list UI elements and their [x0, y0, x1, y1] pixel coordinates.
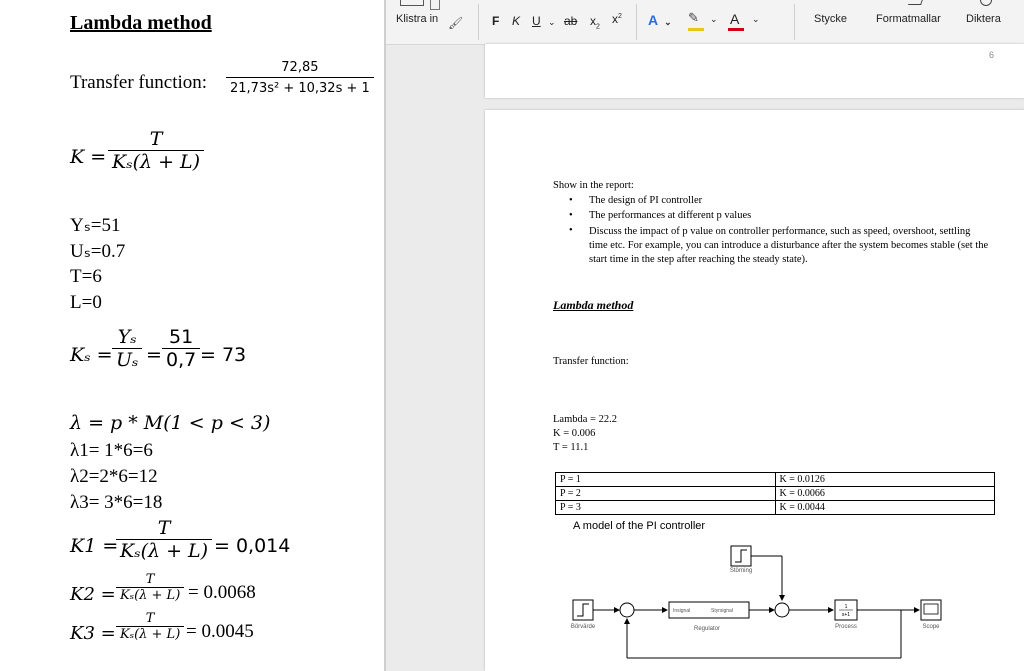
p-k-table [555, 472, 995, 515]
styles-button[interactable] [798, 0, 862, 44]
bullet-text: The performances at different p values [589, 210, 752, 221]
chevron-down-icon[interactable]: ⌄ [710, 14, 718, 24]
formatting-ribbon [386, 0, 1024, 45]
table-cell: K = 0.0044 [775, 501, 995, 515]
lambda-1: λ1= 1*6=6 [70, 440, 153, 461]
styles-label: Stycke [814, 13, 848, 25]
transfer-function-fraction [226, 60, 374, 96]
k3-fraction [116, 611, 184, 642]
highlight-button[interactable] [686, 10, 718, 32]
param-ys: Yₛ=51 [70, 215, 121, 236]
font-color-button[interactable] [726, 10, 760, 32]
setpoint-label: Börvärde [570, 624, 596, 630]
pi-controller-diagram [555, 542, 995, 662]
subscript-label: x [590, 14, 596, 28]
table-cell: K = 0.0066 [775, 487, 995, 501]
table-cell: K = 0.0126 [775, 473, 995, 487]
microphone-icon [980, 0, 992, 6]
insignal-label: Insignal [673, 608, 691, 614]
paste-label: Klistra in [396, 13, 439, 25]
style-pane-button[interactable] [872, 0, 952, 44]
process-numerator: 1 [844, 604, 848, 610]
bullet-text: The design of PI controller [589, 195, 703, 206]
word-document-pane [386, 0, 1024, 671]
lambda-2: λ2=2*6=12 [70, 466, 158, 487]
lambda-definition: λ = p * M(1 < p < 3) [70, 412, 271, 434]
k3-denominator: Kₛ(λ + L) [116, 626, 184, 642]
table-cell: P = 1 [556, 473, 776, 487]
doc-heading: Lambda method [553, 298, 634, 312]
param-l: L=0 [70, 292, 102, 313]
styrsignal-label: Styrsignal [711, 608, 733, 614]
k-value: K = 0.006 [553, 428, 596, 439]
k1-lhs: K1 = [70, 535, 119, 557]
k1-fraction [116, 517, 212, 562]
ks-numeric-numerator: 51 [169, 326, 194, 348]
k3-lhs: K3 = [70, 623, 116, 644]
underline-label: U [532, 14, 541, 28]
k1-numerator: T [157, 517, 171, 539]
param-us: Uₛ=0.7 [70, 241, 126, 262]
sum-block[interactable] [620, 603, 634, 617]
ks-equals: = [146, 344, 162, 366]
k3-result: = 0.0045 [186, 621, 254, 642]
chevron-down-icon[interactable]: ⌄ [752, 14, 760, 24]
k1-denominator: Kₛ(λ + L) [116, 539, 212, 562]
superscript-button[interactable]: $x^2$ [612, 12, 622, 26]
chevron-down-icon[interactable]: ⌄ [548, 17, 556, 27]
ks-formula-lhs: Kₛ = [70, 344, 113, 366]
k3-numerator: T [145, 611, 155, 626]
k2-denominator: Kₛ(λ + L) [116, 587, 184, 603]
table-row [556, 501, 995, 515]
dictate-label: Diktera [966, 13, 1001, 25]
ks-fraction-numeric [162, 326, 200, 371]
lambda-value: Lambda = 22.2 [553, 414, 617, 425]
process-label: Process [835, 624, 857, 630]
ribbon-separator [794, 4, 795, 40]
previous-page [485, 44, 1024, 98]
table-row [556, 487, 995, 501]
italic-button[interactable]: K [512, 14, 521, 28]
process-denominator: s+1 [841, 612, 851, 618]
document-page[interactable] [485, 110, 1024, 671]
table-row [556, 473, 995, 487]
strikethrough-button[interactable]: ab [564, 14, 578, 28]
regulator-label: Regulator [693, 626, 721, 632]
ks-numerator: Yₛ [117, 326, 137, 348]
k-numerator: T [149, 128, 163, 150]
underline-button[interactable] [532, 14, 556, 28]
scope-label: Scope [922, 624, 940, 630]
highlighter-icon: ✎ [688, 10, 699, 25]
k2-result: = 0.0068 [188, 582, 256, 603]
format-painter-icon[interactable]: 🖌 [448, 16, 464, 30]
font-color-label: A [730, 11, 740, 27]
bullet-list-item: • [569, 195, 573, 206]
ribbon-separator [478, 4, 479, 40]
clipboard-icon [400, 0, 424, 6]
bullet-text: Discuss the impact of p value on controller performance, such as speed, overshoot, settling time etc. For example, you can introduce a disturbance after the system becomes stable (set the start time in the step after reaching the steady state). [589, 226, 989, 265]
k2-lhs: K2 = [70, 584, 116, 605]
math-notes-pane [0, 0, 384, 671]
chevron-down-icon[interactable]: ⌄ [664, 17, 672, 27]
k1-result: = 0,014 [214, 535, 291, 557]
formats-label: Formatmallar [876, 13, 941, 25]
lambda-3: λ3= 3*6=18 [70, 492, 163, 513]
bullet-list-item: • [569, 210, 573, 221]
highlight-color-bar [688, 28, 704, 31]
notes-title: Lambda method [70, 12, 212, 34]
font-color-bar [728, 28, 744, 31]
paste-button[interactable] [386, 0, 464, 44]
subscript-button[interactable]: $x_2$ [590, 14, 600, 31]
k-formula-fraction [108, 128, 204, 173]
tf-denominator: 21,73s² + 10,32s + 1 [226, 77, 374, 96]
dictate-button[interactable] [960, 0, 1020, 44]
k-denominator: Kₛ(λ + L) [108, 150, 204, 173]
transfer-function-label: Transfer function: [70, 72, 208, 93]
bold-button[interactable]: F [492, 14, 500, 28]
copy-icon [430, 0, 440, 10]
k-formula-lhs: K = [70, 146, 107, 168]
table-cell: P = 3 [556, 501, 776, 515]
sum-block[interactable] [775, 603, 789, 617]
k2-numerator: T [145, 572, 155, 587]
tf-numerator: 72,85 [281, 60, 319, 75]
k2-fraction [116, 572, 184, 603]
ks-fraction-symbolic [112, 326, 142, 371]
ks-result: = 73 [200, 344, 247, 366]
ks-numeric-denominator: 0,7 [162, 348, 200, 371]
doc-tf-label: Transfer function: [553, 356, 629, 367]
disturbance-label: Störning [729, 568, 753, 574]
ks-denominator: Uₛ [112, 348, 142, 371]
text-effects-button[interactable]: A ⌄ [648, 12, 672, 28]
bullet-list-item: • [569, 225, 573, 236]
superscript-label: x [612, 12, 618, 26]
table-cell: P = 2 [556, 487, 776, 501]
ribbon-separator [636, 4, 637, 40]
show-heading: Show in the report: [553, 180, 634, 191]
param-t: T=6 [70, 266, 102, 287]
page-number: 6 [988, 50, 994, 60]
t-value: T = 11.1 [553, 442, 589, 453]
style-pane-icon [908, 0, 925, 5]
model-caption: A model of the PI controller [573, 520, 706, 532]
